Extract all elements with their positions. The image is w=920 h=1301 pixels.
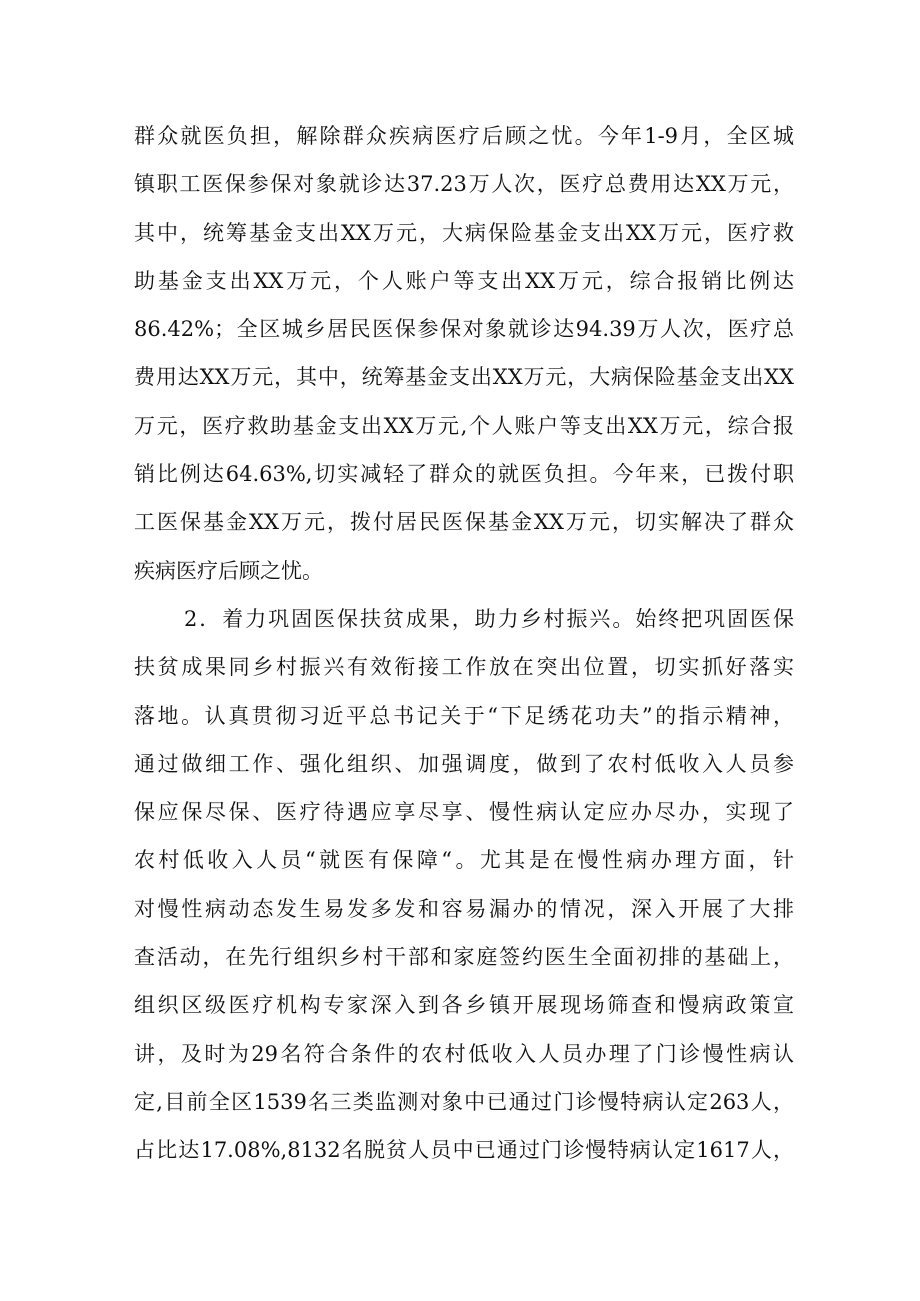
text-line: 讲，及时为29名符合条件的农村低收入人员办理了门诊慢性病认 — [134, 1041, 794, 1066]
text-line: 镇职工医保参保对象就诊达37.23万人次，医疗总费用达XX万元， — [134, 172, 794, 197]
text-line: 查活动，在先行组织乡村干部和家庭签约医生全面初排的基础上， — [134, 945, 794, 970]
text-line: 农村低收入人员“就医有保障“。尤其是在慢性病办理方面，针 — [134, 848, 794, 873]
text-line: 落地。认真贯彻习近平总书记关于“下足绣花功夫”的指示精神， — [134, 703, 794, 728]
text-line: 通过做细工作、强化组织、加强调度，做到了农村低收入人员参 — [134, 751, 794, 776]
text-line: 销比例达64.63%,切实减轻了群众的就医负担。今年来，已拨付职 — [134, 462, 794, 487]
document-body — [134, 112, 794, 1175]
text-line: 组织区级医疗机构专家深入到各乡镇开展现场筛查和慢病政策宣 — [134, 993, 794, 1018]
text-line: 定,目前全区1539名三类监测对象中已通过门诊慢特病认定263人， — [134, 1089, 794, 1114]
text-line: 保应保尽保、医疗待遇应享尽享、慢性病认定应办尽办，实现了 — [134, 800, 794, 825]
paragraph-1 — [134, 112, 794, 595]
text-line: 工医保基金XX万元，拨付居民医保基金XX万元，切实解决了群众 — [134, 510, 794, 535]
text-line: 占比达17.08%,8132名脱贫人员中已通过门诊慢特病认定1617人， — [134, 1138, 794, 1163]
text-line: 86.42%；全区城乡居民医保参保对象就诊达94.39万人次，医疗总 — [134, 317, 794, 342]
text-line: 助基金支出XX万元，个人账户等支出XX万元，综合报销比例达 — [134, 268, 794, 293]
text-line: 费用达XX万元，其中，统筹基金支出XX万元，大病保险基金支出XX — [134, 365, 794, 390]
text-line: 对慢性病动态发生易发多发和容易漏办的情况，深入开展了大排 — [134, 896, 794, 921]
text-line: 2．着力巩固医保扶贫成果，助力乡村振兴。始终把巩固医保 — [184, 606, 794, 631]
text-line: 疾病医疗后顾之忧。 — [134, 558, 323, 583]
text-line: 扶贫成果同乡村振兴有效衔接工作放在突出位置，切实抓好落实 — [134, 655, 794, 680]
paragraph-2 — [134, 595, 794, 1175]
text-line: 万元，医疗救助基金支出XX万元,个人账户等支出XX万元，综合报 — [134, 413, 794, 438]
text-line: 其中，统筹基金支出XX万元，大病保险基金支出XX万元，医疗救 — [134, 220, 794, 245]
text-line: 群众就医负担，解除群众疾病医疗后顾之忧。今年1-9月，全区城 — [134, 124, 794, 148]
